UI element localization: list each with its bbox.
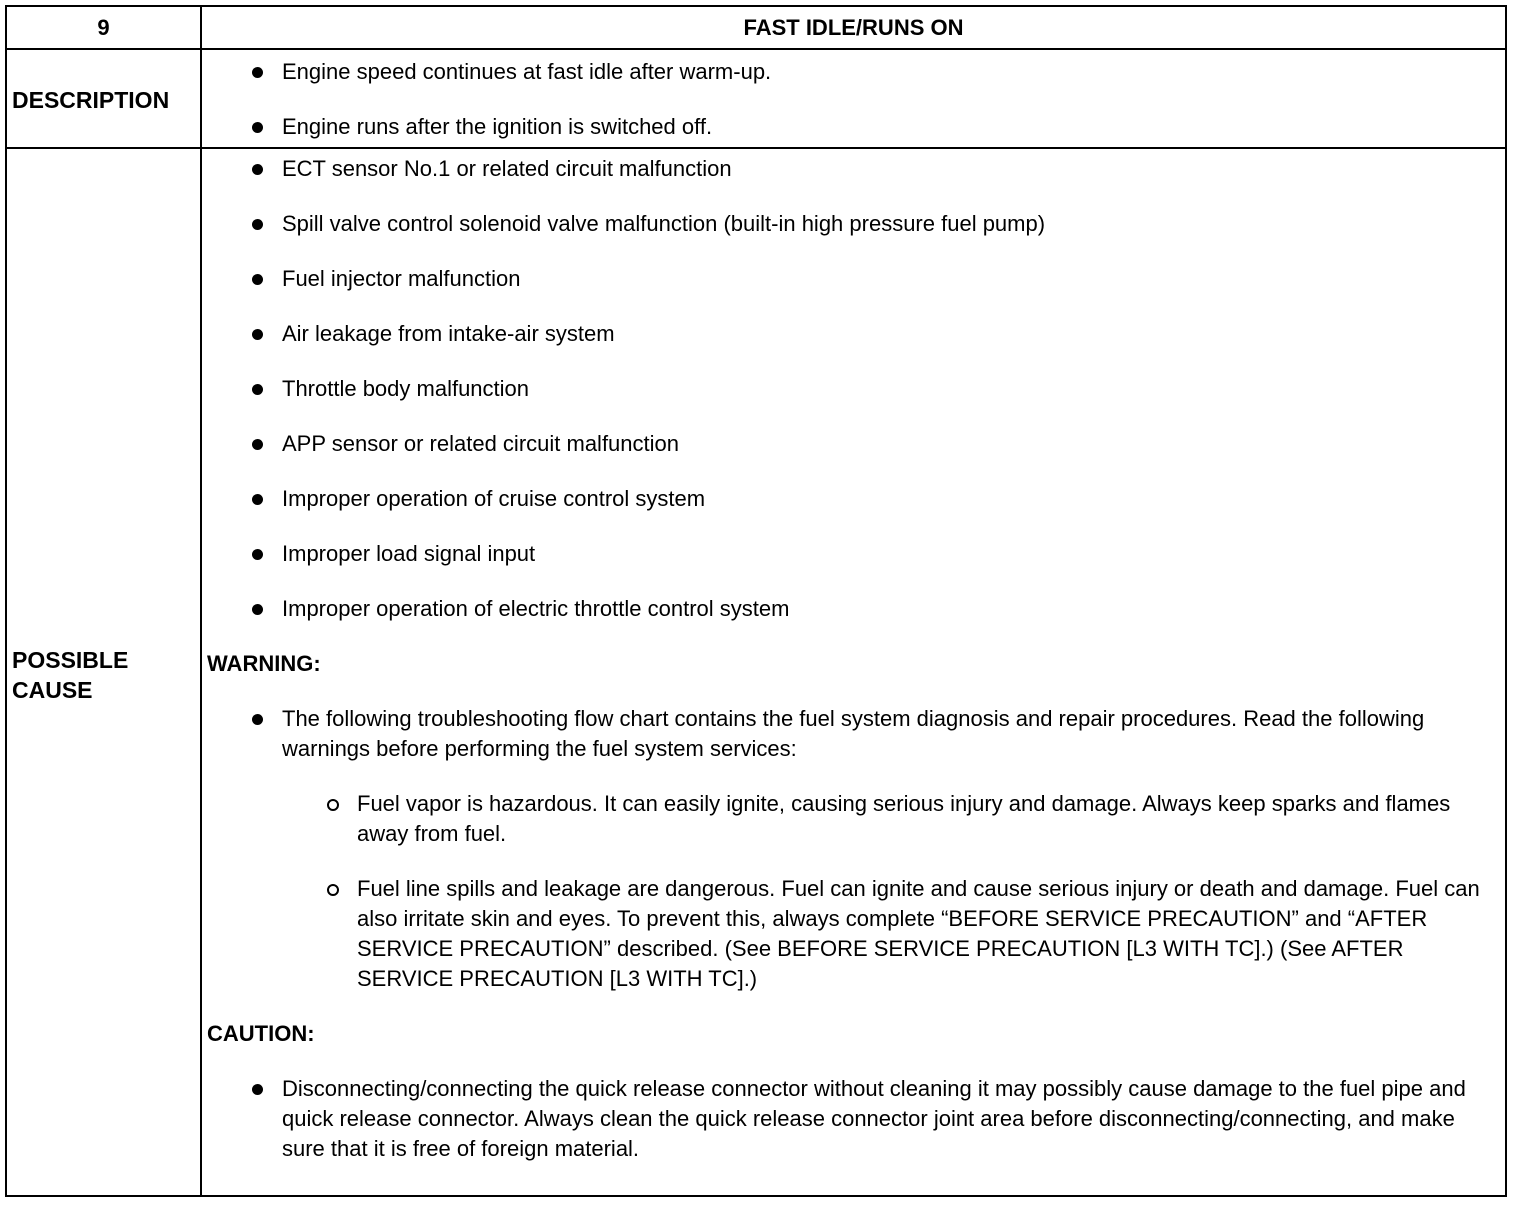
warning-subitem <box>206 874 1489 994</box>
cause-item <box>206 539 1489 569</box>
cause-item-text: ECT sensor No.1 or related circuit malfunction <box>282 156 732 181</box>
cause-item <box>206 319 1489 349</box>
troubleshooting-table <box>5 5 1507 1197</box>
bullet-icon <box>252 604 263 615</box>
cause-item <box>206 209 1489 239</box>
row-divider-header <box>7 48 1505 50</box>
cause-item-text: Throttle body malfunction <box>282 376 530 401</box>
warning-subitem-text: Fuel line spills and leakage are dangerous. Fuel can ignite and cause serious injury or death and damage. Fuel can also irritate skin and eyes. To prevent this, always complete “BEFORE SERVICE PRECAUTION” and “AFTER SERVICE PRECAUTION” described. (See BEFORE SERVICE PRECAUTION [L3 WITH TC].) (See AFTER SERVICE PRECAUTION [L3 WITH TC].) <box>357 876 1480 991</box>
row-divider-description <box>7 147 1505 149</box>
bullet-icon <box>252 384 263 395</box>
warning-subitem <box>206 789 1489 849</box>
cause-item <box>206 484 1489 514</box>
description-label: DESCRIPTION <box>12 87 170 113</box>
bullet-icon <box>252 549 263 560</box>
description-item <box>206 57 1489 87</box>
possible-cause-content <box>206 154 1489 1164</box>
cause-item <box>206 594 1489 624</box>
bullet-icon <box>252 1084 263 1095</box>
cause-item-text: APP sensor or related circuit malfunction <box>282 431 679 456</box>
bullet-icon <box>252 494 263 505</box>
symptom-title: FAST IDLE/RUNS ON <box>743 15 964 40</box>
description-content <box>206 57 1489 142</box>
cause-item-text: Air leakage from intake-air system <box>282 321 615 346</box>
bullet-icon <box>252 714 263 725</box>
cause-item-text: Improper operation of cruise control system <box>282 486 706 511</box>
cause-item <box>206 429 1489 459</box>
troubleshooting-number: 9 <box>97 15 110 40</box>
warning-heading: WARNING: <box>207 651 321 676</box>
bullet-icon <box>252 274 263 285</box>
warning-item <box>206 704 1489 764</box>
bullet-icon <box>252 439 263 450</box>
cause-item <box>206 154 1489 184</box>
bullet-icon <box>252 122 263 133</box>
cause-item-text: Fuel injector malfunction <box>282 266 521 291</box>
hollow-bullet-icon <box>327 799 339 811</box>
cause-item-text: Improper load signal input <box>282 541 536 566</box>
bullet-icon <box>252 329 263 340</box>
description-item-text: Engine runs after the ignition is switched off. <box>282 114 713 139</box>
bullet-icon <box>252 67 263 78</box>
possible-cause-label <box>12 645 197 705</box>
column-divider <box>200 7 202 1195</box>
cause-item <box>206 264 1489 294</box>
bullet-icon <box>252 164 263 175</box>
cause-item-text: Spill valve control solenoid valve malfunction (built-in high pressure fuel pump) <box>282 211 1046 236</box>
cause-item <box>206 374 1489 404</box>
warning-item-text: The following troubleshooting flow chart contains the fuel system diagnosis and repair procedures. Read the following warnings before performing the fuel system services: <box>282 706 1425 761</box>
possible-cause-label-line1: POSSIBLE <box>12 647 129 673</box>
cause-item-text: Improper operation of electric throttle control system <box>282 596 790 621</box>
warning-subitem-text: Fuel vapor is hazardous. It can easily ignite, causing serious injury and damage. Always keep sparks and flames away from fuel. <box>357 791 1451 846</box>
description-item-text: Engine speed continues at fast idle after warm-up. <box>282 59 772 84</box>
caution-item-text: Disconnecting/connecting the quick release connector without cleaning it may possibly cause damage to the fuel pipe and quick release connector. Always clean the quick release connector joint area before disconnecting/connecting, and make sure that it is free of foreign material. <box>282 1076 1466 1161</box>
possible-cause-label-line2: CAUSE <box>12 677 93 703</box>
description-item <box>206 112 1489 142</box>
caution-item <box>206 1074 1489 1164</box>
hollow-bullet-icon <box>327 884 339 896</box>
caution-heading: CAUTION: <box>207 1021 315 1046</box>
bullet-icon <box>252 219 263 230</box>
